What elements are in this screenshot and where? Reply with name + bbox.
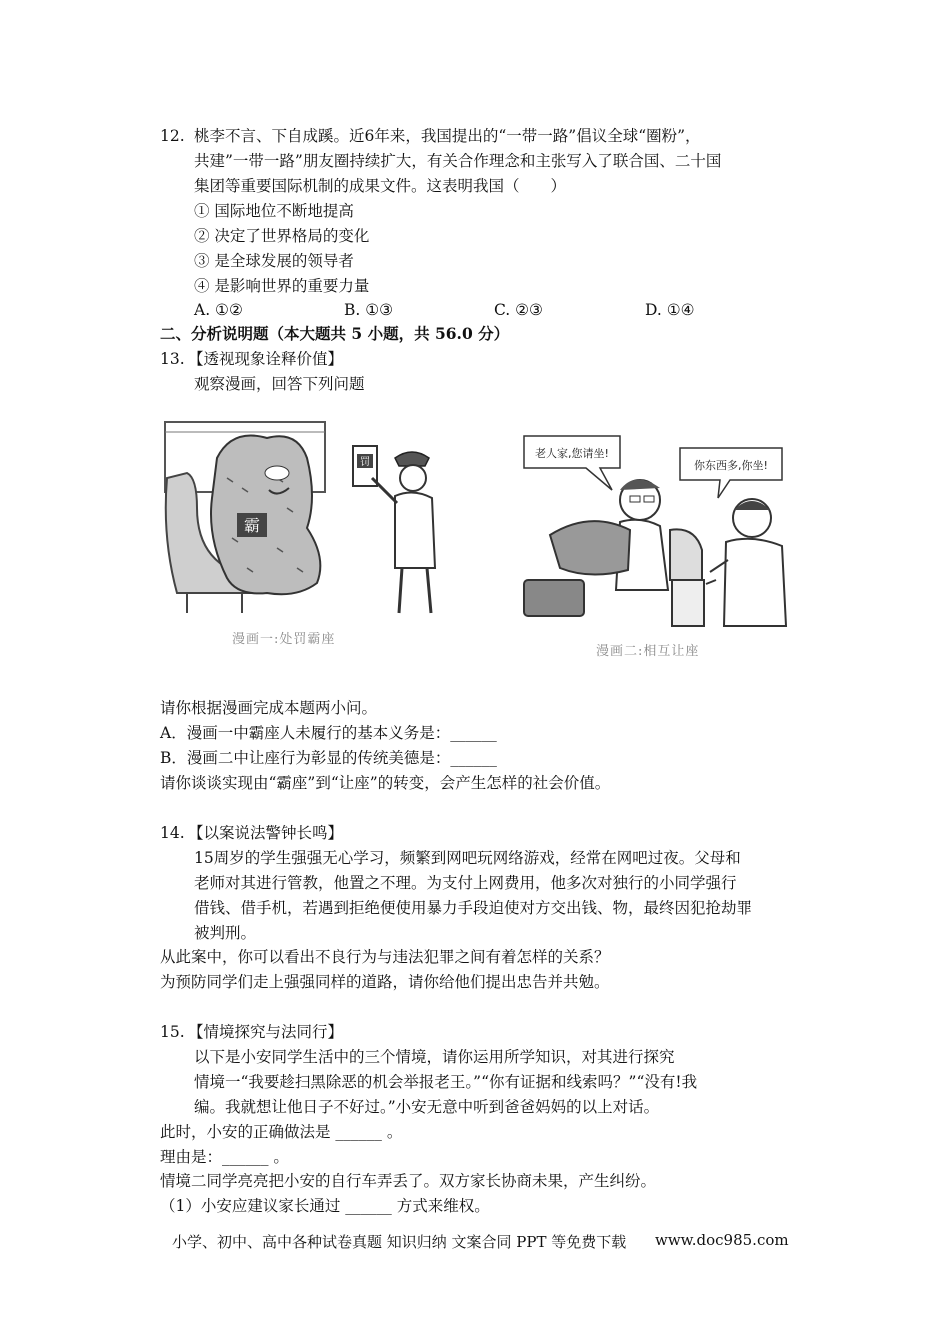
q12-number: 12. — [160, 127, 185, 145]
comic-two-caption: 漫画二:相互让座 — [596, 644, 700, 659]
q13-number: 13. — [160, 350, 185, 368]
q14-question-2: 为预防同学们走上强强同样的道路，请你给他们提出忠告并共勉。 — [160, 973, 610, 991]
q12-stem-line-2: 共建”一带一路”朋友圈持续扩大，有关合作理念和主张写入了联合国、二十国 — [194, 152, 722, 170]
q12-stem-line-3: 集团等重要国际机制的成果文件。这表明我国（ ） — [194, 177, 567, 195]
q12-item-3: ③ 是全球发展的领导者 — [194, 252, 354, 270]
q15-scenario-2: 情境二同学亮亮把小安的自行车弄丢了。双方家长协商未果，产生纠纷。 — [160, 1172, 657, 1190]
comic-two-illustration — [520, 430, 792, 630]
q14-question-1: 从此案中，你可以看出不良行为与违法犯罪之间有着怎样的关系？ — [160, 948, 610, 966]
comic-one-seat-label: 霸 — [243, 516, 261, 535]
q15-line-2: 情境一“我要趁扫黑除恶的机会举报老王。”“你有证据和线索吗？”“没有!我 — [194, 1073, 698, 1091]
q14-case-line-2: 老师对其进行管教，他置之不理。为支付上网费用，他多次对独行的小同学强行 — [194, 874, 737, 892]
q15-sub-question-1: （1）小安应建议家长通过 ______ 方式来维权。 — [160, 1197, 490, 1215]
section-title: 二、分析说明题（本大题共 5 小题，共 56.0 分） — [160, 324, 510, 343]
q13-line-1: 请你根据漫画完成本题两小问。 — [160, 699, 378, 717]
q13-intro: 观察漫画，回答下列问题 — [194, 375, 365, 393]
q12-stem-line-1: 桃李不言、下自成蹊。近6年来，我国提出的“一带一路”倡议全球“圈粉”， — [194, 127, 701, 145]
comic-one-caption: 漫画一:处罚霸座 — [232, 632, 336, 647]
q14-case-line-4: 被判刑。 — [194, 924, 257, 942]
q14-topic: 【以案说法警钟长鸣】 — [188, 824, 344, 842]
q13-question-a: A．漫画一中霸座人未履行的基本义务是：______ — [160, 724, 497, 742]
q15-topic: 【情境探究与法同行】 — [188, 1023, 344, 1041]
q12-option-d: D. ①④ — [645, 301, 695, 319]
q15-line-1: 以下是小安同学生活中的三个情境，请你运用所学知识，对其进行探究 — [194, 1048, 675, 1066]
comic-two-bubble-right: 你东西多,你坐! — [694, 459, 768, 472]
q15-answer-1: 此时，小安的正确做法是 ______ 。 — [160, 1123, 403, 1141]
q13-question-b: B．漫画二中让座行为彰显的传统美德是：______ — [160, 749, 497, 767]
footer-text: 小学、初中、高中各种试卷真题 知识归纳 文案合同 PPT 等免费下载 — [172, 1233, 627, 1251]
comic-one-illustration — [157, 418, 449, 618]
q12-option-a: A. ①② — [194, 301, 243, 319]
q12-item-1: ① 国际地位不断地提高 — [194, 202, 354, 220]
q15-number: 15. — [160, 1023, 185, 1041]
q13-question-c: 请你谈谈实现由“霸座”到“让座”的转变，会产生怎样的社会价值。 — [160, 774, 611, 792]
q13-topic: 【透视现象诠释价值】 — [188, 350, 344, 368]
comic-two-bubble-left: 老人家,您请坐! — [535, 447, 609, 460]
q14-case-line-1: 15周岁的学生强强无心学习，频繁到网吧玩网络游戏，经常在网吧过夜。父母和 — [194, 849, 741, 867]
q12-option-b: B. ①③ — [344, 301, 394, 319]
q15-answer-2: 理由是：______ 。 — [160, 1148, 289, 1166]
footer-url[interactable]: www.doc985.com — [655, 1231, 789, 1249]
q14-number: 14. — [160, 824, 185, 842]
q12-option-c: C. ②③ — [494, 301, 543, 319]
q12-item-4: ④ 是影响世界的重要力量 — [194, 277, 370, 295]
q14-case-line-3: 借钱、借手机，若遇到拒绝便使用暴力手段迫使对方交出钱、物，最终因犯抢劫罪 — [194, 899, 753, 917]
q12-item-2: ② 决定了世界格局的变化 — [194, 227, 370, 245]
q15-line-3: 编。我就想让他日子不好过。”小安无意中听到爸爸妈妈的以上对话。 — [194, 1098, 660, 1116]
comic-one-sign-label: 罚 — [360, 457, 370, 468]
